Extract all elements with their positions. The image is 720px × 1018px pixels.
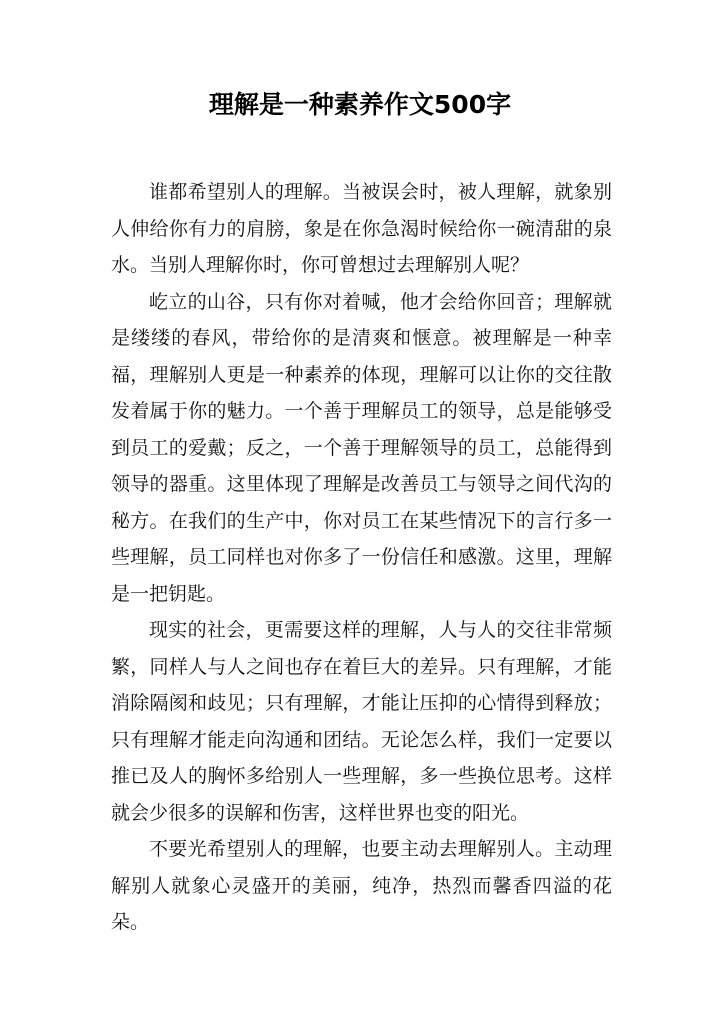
paragraph: 谁都希望别人的理解。当被误会时，被人理解，就象别人伸给你有力的肩膀，象是在你急渴时候给你一碗清甜的泉水。当别人理解你时，你可曾想过去理解别人呢？ xyxy=(111,181,612,276)
document-body xyxy=(111,174,612,941)
paragraph: 不要光希望别人的理解，也要主动去理解别人。主动理解别人就象心灵盛开的美丽，纯净，热烈而馨香四溢的花朵。 xyxy=(111,838,612,933)
document-title: 理解是一种素养作文500字 xyxy=(208,90,512,119)
paragraph: 屹立的山谷，只有你对着喊，他才会给你回音；理解就是缕缕的春风，带给你的是清爽和惬意。被理解是一种幸福，理解别人更是一种素养的体现，理解可以让你的交往散发着属于你的魅力。一个善于理解员工的领导，总是能够受到员工的爱戴；反之，一个善于理解领导的员工，总能得到领导的器重。这里体现了理解是改善员工与领导之间代沟的秘方。在我们的生产中，你对员工在某些情况下的言行多一些理解，员工同样也对你多了一份信任和感激。这里，理解是一把钥匙。 xyxy=(111,290,612,605)
paragraph: 现实的社会，更需要这样的理解，人与人的交往非常频繁，同样人与人之间也存在着巨大的差异。只有理解，才能消除隔阂和歧见；只有理解，才能让压抑的心情得到释放；只有理解才能走向沟通和团结。无论怎么样，我们一定要以推已及人的胸怀多给别人一些理解，多一些换位思考。这样就会少很多的误解和伤害，这样世界也变的阳光。 xyxy=(111,619,612,824)
